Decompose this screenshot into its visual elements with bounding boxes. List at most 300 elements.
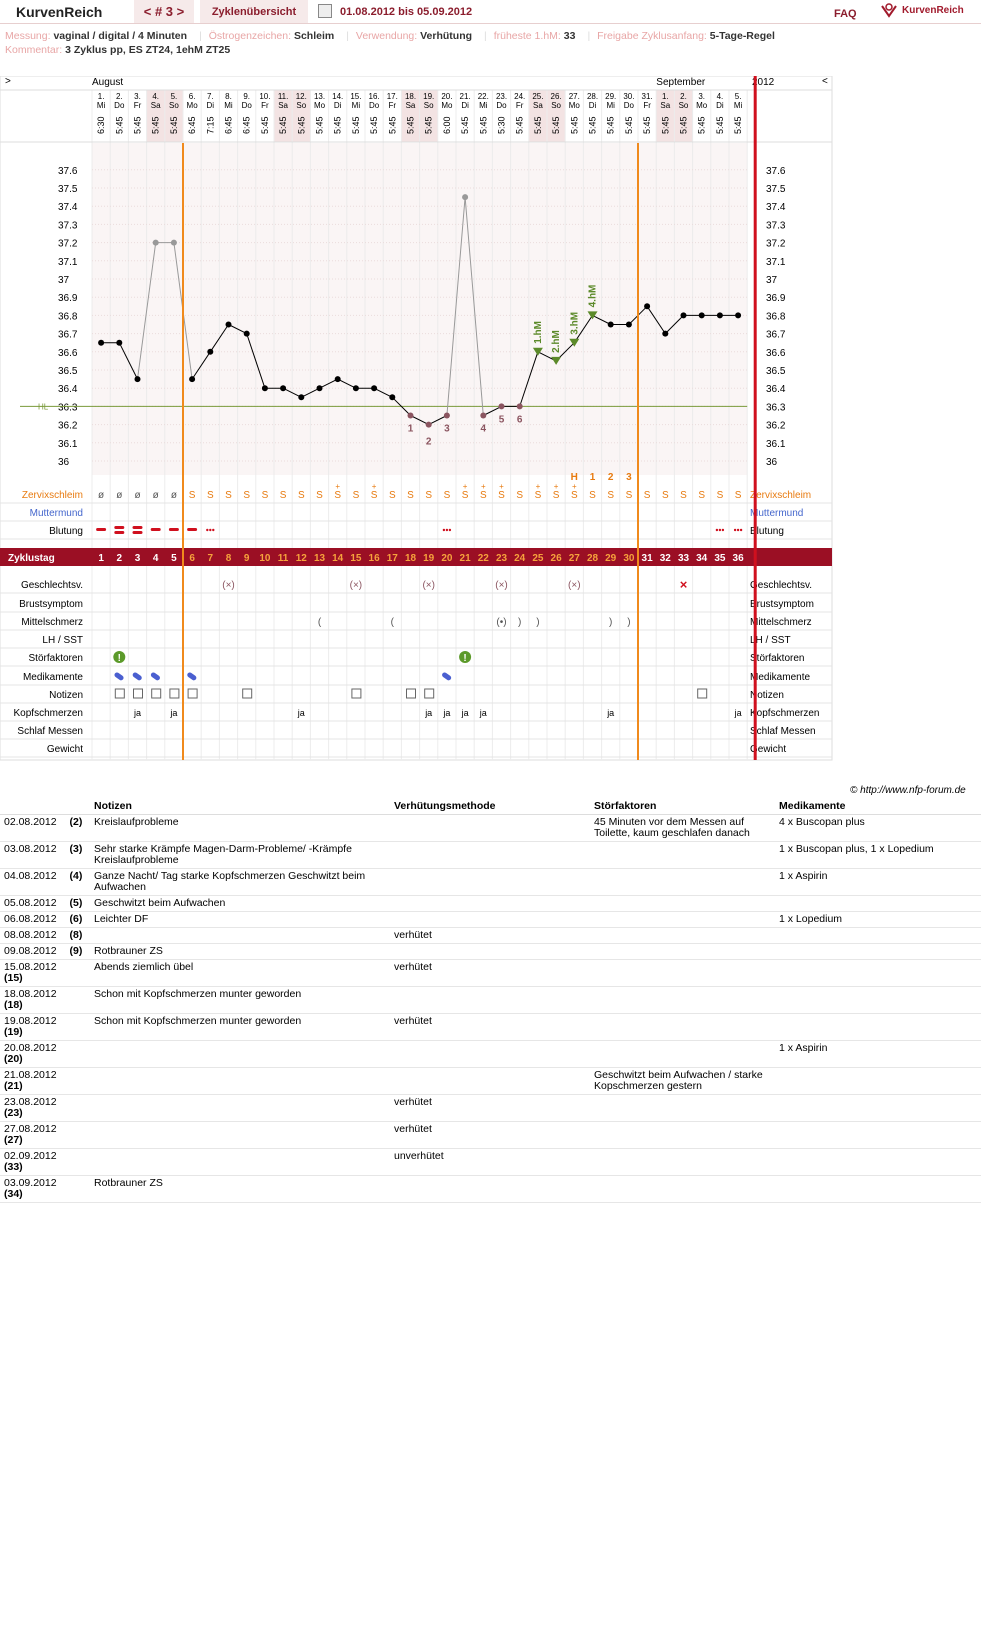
high-marker-label: 3.hM: [569, 311, 581, 335]
bleeding-marker: [169, 528, 179, 531]
row-label: Störfaktoren: [28, 653, 83, 664]
note-day: (18): [4, 999, 23, 1011]
day-number: 15.: [350, 92, 362, 101]
note-day: (15): [4, 972, 23, 984]
weekday-label: So: [296, 101, 307, 110]
release-value: 5-Tage-Regel: [709, 30, 775, 42]
cycle-overview-tab[interactable]: Zyklenübersicht: [200, 0, 308, 23]
mucus-plus-mark: +: [553, 482, 559, 491]
date-range: 01.08.2012 bis 05.09.2012: [340, 6, 473, 18]
day-number: 23.: [495, 92, 508, 101]
y-tick-label: 37.2: [58, 238, 78, 250]
temperature-point: [681, 312, 687, 318]
measure-time: 5:45: [150, 116, 161, 134]
weekday-label: So: [551, 101, 561, 110]
weekday-label: So: [678, 101, 689, 110]
weekday-label: Do: [114, 101, 125, 110]
day-number: 30.: [623, 92, 635, 101]
cycle-day-number: 33: [677, 553, 690, 564]
mucus-value: S: [570, 490, 578, 501]
note-method: [390, 944, 590, 960]
note-day: (6): [66, 913, 83, 925]
stoer-header: Störfaktoren: [590, 798, 775, 815]
note-day: (33): [4, 1161, 23, 1173]
note-date: 08.08.2012 (8): [0, 928, 90, 944]
bleeding-marker: [114, 526, 124, 529]
notes-table: [0, 798, 981, 1203]
note-day: (23): [4, 1107, 23, 1119]
y-tick-label: 37.4: [58, 202, 78, 214]
estrogen-value: Schleim: [293, 30, 335, 42]
temperature-point: [408, 413, 414, 419]
row-label-right: Geschlechtsv.: [750, 580, 813, 591]
note-date: 19.08.2012 (19): [0, 1014, 90, 1041]
note-stoer: [590, 912, 775, 928]
note-day: (21): [4, 1080, 23, 1092]
weekday-label: Do: [241, 101, 252, 110]
note-icon[interactable]: [170, 689, 179, 698]
measure-time: 5:45: [423, 116, 434, 134]
spotting-marker: [722, 529, 724, 531]
top-bar: [0, 0, 981, 24]
note-text: Leichter DF: [90, 912, 390, 928]
weekday-label: Mo: [568, 101, 580, 110]
mucus-value: S: [734, 490, 742, 501]
weekday-label: Mi: [733, 101, 743, 110]
spotting-marker: [446, 529, 448, 531]
mucus-plus-mark: +: [480, 482, 486, 491]
note-medi: 1 x Aspirin: [775, 869, 981, 896]
measure-time: 5:45: [405, 116, 416, 134]
mucus-value: S: [425, 490, 433, 501]
bleeding-marker: [133, 531, 143, 534]
note-icon[interactable]: [407, 689, 416, 698]
day-number: 25.: [532, 92, 544, 101]
note-icon[interactable]: [352, 689, 361, 698]
day-number: 2.: [115, 92, 123, 101]
mucus-value: S: [279, 490, 287, 501]
high-marker-label: 1.hM: [532, 321, 544, 344]
note-icon[interactable]: [698, 689, 707, 698]
earliest-label: früheste 1.hM:: [493, 30, 561, 42]
day-number: 17.: [386, 92, 398, 101]
note-stoer: 45 Minuten vor dem Messen auf Toilette, kaum geschlafen danach: [590, 815, 775, 842]
measure-time: 6:45: [223, 116, 234, 134]
measure-time: 5:45: [551, 116, 562, 134]
measure-time: 5:45: [114, 116, 125, 134]
temperature-point: [517, 403, 523, 409]
day-number: 20.: [441, 92, 453, 101]
weekday-label: Do: [496, 101, 507, 110]
mucus-value: S: [479, 490, 487, 501]
measure-time: 5:45: [587, 116, 598, 134]
y-tick-label-right: 36.2: [766, 420, 786, 432]
y-tick-label-right: 36.5: [766, 366, 786, 377]
day-number: 19.: [423, 92, 435, 101]
mucus-value: S: [716, 490, 724, 501]
note-text: Abends ziemlich übel: [90, 960, 390, 987]
mucus-value: ø: [116, 490, 123, 501]
note-date: 27.08.2012 (27): [0, 1122, 90, 1149]
note-method: verhütet: [390, 960, 590, 987]
weekday-label: Mo: [696, 101, 708, 110]
note-text: Geschwitzt beim Aufwachen: [90, 896, 390, 912]
note-date: 03.09.2012 (34): [0, 1176, 90, 1203]
note-date: 23.08.2012 (23): [0, 1095, 90, 1122]
y-tick-label-right: 36.7: [766, 329, 786, 341]
cycle-day-number: 36: [732, 553, 744, 564]
mucus-plus-mark: +: [571, 482, 577, 491]
note-icon[interactable]: [188, 689, 197, 698]
table-row: [0, 815, 981, 842]
weekday-label: Di: [333, 101, 342, 110]
mucus-value: S: [334, 490, 342, 501]
low-marker-label: 2: [425, 436, 432, 448]
day-number: 28.: [586, 92, 599, 101]
note-icon[interactable]: [425, 689, 434, 698]
y-tick-label: 36.4: [58, 384, 78, 396]
weekday-label: So: [423, 101, 434, 110]
low-marker-label: 3: [444, 423, 450, 435]
weekday-label: Do: [368, 101, 380, 110]
note-icon[interactable]: [152, 689, 161, 698]
note-stoer: [590, 896, 775, 912]
note-icon[interactable]: [134, 689, 143, 698]
weekday-label: Fr: [643, 101, 651, 110]
note-medi: [775, 1014, 981, 1041]
weekday-label: Sa: [278, 101, 288, 110]
chart-prev-button[interactable]: >: [5, 76, 11, 87]
day-number: 5.: [734, 92, 742, 101]
measure-time: 5:45: [369, 116, 380, 134]
measure-time: 5:45: [569, 116, 580, 134]
note-medi: [775, 987, 981, 1014]
bleeding-marker: [151, 528, 161, 531]
note-stoer: [590, 1095, 775, 1122]
note-icon[interactable]: [243, 689, 252, 698]
y-tick-label-right: 36.8: [766, 311, 786, 323]
table-row: [0, 869, 981, 896]
temperature-point: [98, 340, 104, 346]
mittelschmerz-icon: ): [609, 617, 613, 628]
day-number: 3.: [698, 92, 706, 101]
note-day: (34): [4, 1188, 23, 1200]
bleeding-marker: [187, 528, 197, 531]
row-label: Zervixschleim: [21, 490, 83, 501]
row-label: Gewicht: [46, 744, 83, 755]
temperature-point: [462, 194, 468, 200]
note-text: [90, 1122, 390, 1149]
cycle-day-number: 4: [152, 553, 159, 564]
weekday-label: Do: [623, 101, 635, 110]
cycle-day-number: 18: [404, 553, 417, 564]
cycle-day-number: 25: [532, 553, 544, 564]
spotting-marker: [737, 529, 739, 531]
row-label-right: LH / SST: [750, 635, 791, 646]
cycle-day-number: 7: [207, 553, 214, 564]
cycle-day-number: 21: [459, 553, 471, 564]
mucus-value: S: [661, 490, 669, 501]
y-tick-label: 36: [58, 457, 70, 468]
intercourse-unprotected-icon: ×: [679, 577, 688, 592]
weekday-label: Di: [716, 101, 724, 110]
headache-value: ja: [734, 708, 742, 718]
note-medi: [775, 1176, 981, 1203]
y-tick-label: 36.5: [58, 366, 78, 377]
bleeding-marker: [114, 531, 124, 534]
headache-value: ja: [133, 708, 142, 718]
note-text: Rotbrauner ZS: [90, 1176, 390, 1203]
day-number: 24.: [514, 92, 526, 101]
note-date: 02.08.2012 (2): [0, 815, 90, 842]
measure-time: 6:00: [441, 116, 452, 134]
day-number: 3.: [134, 92, 141, 101]
bleeding-marker: [96, 528, 106, 531]
measure-time: 5:45: [605, 116, 616, 134]
row-label: Blutung: [49, 526, 83, 537]
cycle-day-number: 26: [550, 553, 562, 564]
day-number: 22.: [477, 92, 489, 101]
note-method: unverhütet: [390, 1149, 590, 1176]
note-text: Ganze Nacht/ Tag starke Kopfschmerzen Geschwitzt beim Aufwachen: [90, 869, 390, 896]
measure-time: 5:45: [642, 116, 653, 134]
y-tick-label: 37: [58, 275, 70, 286]
hl-label: HL: [38, 402, 49, 412]
year-label: 2012: [752, 77, 775, 88]
intercourse-protected-icon: (×): [422, 580, 435, 591]
bleeding-marker: [133, 526, 143, 529]
measure-time: 5:45: [532, 116, 543, 134]
mucus-peak-label: 2: [607, 472, 614, 483]
temperature-point: [317, 385, 323, 391]
measure-time: 5:45: [696, 116, 707, 134]
measure-time: 5:45: [660, 116, 671, 134]
temperature-point: [371, 385, 377, 391]
row-label-right: Störfaktoren: [750, 653, 805, 664]
measure-value: vaginal / digital / 4 Minuten: [53, 30, 188, 42]
measure-time: 5:45: [478, 116, 489, 134]
note-day: (20): [4, 1053, 23, 1065]
month-label: August: [92, 77, 124, 88]
intercourse-protected-icon: (×): [568, 580, 581, 591]
temperature-point: [226, 322, 232, 328]
y-tick-label-right: 37.6: [766, 165, 786, 177]
row-label-right: Brustsymptom: [750, 599, 814, 610]
note-stoer: [590, 928, 775, 944]
note-medi: [775, 1149, 981, 1176]
mucus-value: S: [243, 490, 251, 501]
mucus-value: ø: [170, 490, 177, 501]
note-day: (4): [66, 870, 83, 882]
note-text: Rotbrauner ZS: [90, 944, 390, 960]
mucus-value: S: [443, 490, 451, 501]
mucus-value: S: [297, 490, 305, 501]
mucus-plus-mark: +: [335, 482, 341, 491]
cycle-day-number: 30: [623, 553, 635, 564]
note-text: [90, 1041, 390, 1068]
note-method: [390, 842, 590, 869]
low-marker-label: 5: [498, 414, 505, 426]
cycle-navigation[interactable]: < # 3 >: [134, 0, 194, 23]
app-brand: KurvenReich: [0, 0, 128, 23]
row-label-right: Schlaf Messen: [750, 726, 816, 737]
table-row: [0, 1176, 981, 1203]
cycle-day-number: 6: [189, 553, 195, 564]
mucus-value: S: [498, 490, 505, 501]
weekday-label: Fr: [261, 101, 269, 110]
faq-link[interactable]: FAQ: [834, 8, 857, 20]
temperature-point: [153, 240, 159, 246]
y-tick-label: 37.6: [58, 165, 78, 177]
cycle-day-number: 35: [714, 553, 726, 564]
table-row: [0, 896, 981, 912]
y-tick-label-right: 37.4: [766, 202, 786, 214]
spotting-marker: [449, 529, 451, 531]
row-label: Mittelschmerz: [21, 617, 83, 628]
y-tick-label: 36.6: [58, 347, 78, 359]
headache-value: ja: [443, 708, 451, 718]
date-col-header: [0, 798, 90, 815]
table-row: [0, 928, 981, 944]
y-tick-label-right: 36: [766, 457, 778, 468]
info-row: Messung: vaginal / digital / 4 Minuten | Östrogenzeichen: Schleim | Verwendung: Verhütung | früheste 1.hM: 33 | Freigabe Zyklusanfang: 5-Tage-Regel: [5, 30, 775, 42]
mucus-value: S: [534, 490, 542, 501]
note-day: (9): [66, 945, 83, 957]
y-tick-label: 36.2: [58, 420, 78, 432]
mittelschmerz-icon: ): [536, 617, 540, 628]
day-number: 1.: [661, 92, 669, 101]
logo-icon: [880, 2, 898, 18]
note-icon[interactable]: [115, 689, 124, 698]
note-date: 04.08.2012 (4): [0, 869, 90, 896]
row-label: Kopfschmerzen: [13, 708, 83, 719]
note-text: Kreislaufprobleme: [90, 815, 390, 842]
table-row: [0, 842, 981, 869]
note-method: [390, 1041, 590, 1068]
mucus-value: S: [388, 490, 396, 501]
temperature-point: [189, 376, 195, 382]
note-date: 09.08.2012 (9): [0, 944, 90, 960]
mucus-peak-label: 1: [589, 472, 596, 483]
weekday-label: Fr: [515, 101, 524, 110]
note-method: [390, 896, 590, 912]
note-medi: [775, 1068, 981, 1095]
cycle-day-number: 22: [477, 553, 489, 564]
mucus-value: S: [352, 490, 360, 501]
y-tick-label: 36.3: [58, 402, 78, 414]
note-day: (8): [66, 929, 83, 941]
cycle-day-number: 23: [495, 553, 508, 564]
cycle-day-number: 28: [586, 553, 599, 564]
measure-time: 6:30: [96, 116, 107, 134]
cycle-day-number: 14: [332, 553, 344, 564]
print-icon[interactable]: [318, 4, 332, 18]
weekday-label: So: [169, 101, 179, 110]
spotting-marker: [443, 529, 445, 531]
temperature-point: [116, 340, 122, 346]
note-text: [90, 1068, 390, 1095]
temperature-point: [480, 413, 486, 419]
temperature-point: [353, 385, 359, 391]
note-date: 06.08.2012 (6): [0, 912, 90, 928]
note-text: Schon mit Kopfschmerzen munter geworden: [90, 1014, 390, 1041]
logo[interactable]: [880, 2, 964, 18]
note-date: 20.08.2012 (20): [0, 1041, 90, 1068]
day-number: 31.: [641, 92, 653, 101]
logo-text: KurvenReich: [902, 4, 964, 16]
y-tick-label-right: 36.4: [766, 384, 786, 396]
day-number: 16.: [368, 92, 380, 101]
mucus-plus-mark: +: [499, 482, 504, 491]
mucus-value: S: [261, 490, 269, 501]
temperature-point: [644, 303, 650, 309]
headache-value: ja: [425, 708, 433, 718]
note-stoer: [590, 987, 775, 1014]
headache-value: ja: [479, 708, 487, 718]
day-number: 14.: [332, 92, 344, 101]
measure-time: 6:45: [241, 116, 252, 134]
note-method: verhütet: [390, 928, 590, 944]
measure-time: 5:45: [460, 116, 471, 134]
note-medi: [775, 1122, 981, 1149]
note-method: [390, 912, 590, 928]
table-row: [0, 1122, 981, 1149]
table-row: [0, 1149, 981, 1176]
note-stoer: [590, 1014, 775, 1041]
note-method: [390, 815, 590, 842]
measure-time: 5:45: [733, 116, 744, 134]
cycle-chart: [0, 76, 870, 786]
measure-time: 5:45: [387, 116, 398, 134]
note-text: [90, 1149, 390, 1176]
cycle-day-number: 8: [225, 553, 232, 564]
weekday-label: Di: [461, 101, 469, 110]
day-number: 2.: [680, 92, 687, 101]
weekday-label: Di: [588, 101, 597, 110]
note-method: [390, 1176, 590, 1203]
comment-value: 3 Zyklus pp, ES ZT24, 1ehM ZT25: [65, 44, 231, 56]
chart-next-button[interactable]: <: [822, 76, 828, 87]
y-tick-label: 37.3: [58, 220, 78, 232]
cycle-day-number: 20: [441, 553, 453, 564]
mittelschmerz-icon: ): [518, 617, 522, 628]
row-label: LH / SST: [42, 635, 83, 646]
measure-time: 5:45: [132, 116, 143, 134]
measure-time: 5:30: [496, 116, 507, 134]
cycle-day-number: 13: [313, 553, 326, 564]
measure-time: 6:45: [187, 116, 198, 134]
cycle-day-number: 32: [659, 553, 671, 564]
cycle-day-number: 15: [350, 553, 362, 564]
y-tick-label-right: 36.3: [766, 402, 786, 414]
cycle-info: [5, 29, 783, 57]
day-number: 12.: [295, 92, 307, 101]
temperature-point: [426, 422, 432, 428]
temperature-point: [135, 376, 141, 382]
weekday-label: Mo: [313, 101, 326, 110]
earliest-value: 33: [563, 30, 576, 42]
headache-value: ja: [607, 708, 615, 718]
mittelschmerz-icon: ): [627, 617, 631, 628]
weekday-label: Mi: [351, 101, 361, 110]
estrogen-label: Östrogenzeichen:: [208, 30, 292, 42]
temperature-point: [171, 240, 177, 246]
row-label-right: Blutung: [750, 526, 784, 537]
y-tick-label-right: 36.9: [766, 293, 786, 305]
row-label: Medikamente: [22, 672, 83, 683]
day-number: 26.: [550, 92, 562, 101]
mucus-plus-mark: +: [535, 482, 541, 491]
